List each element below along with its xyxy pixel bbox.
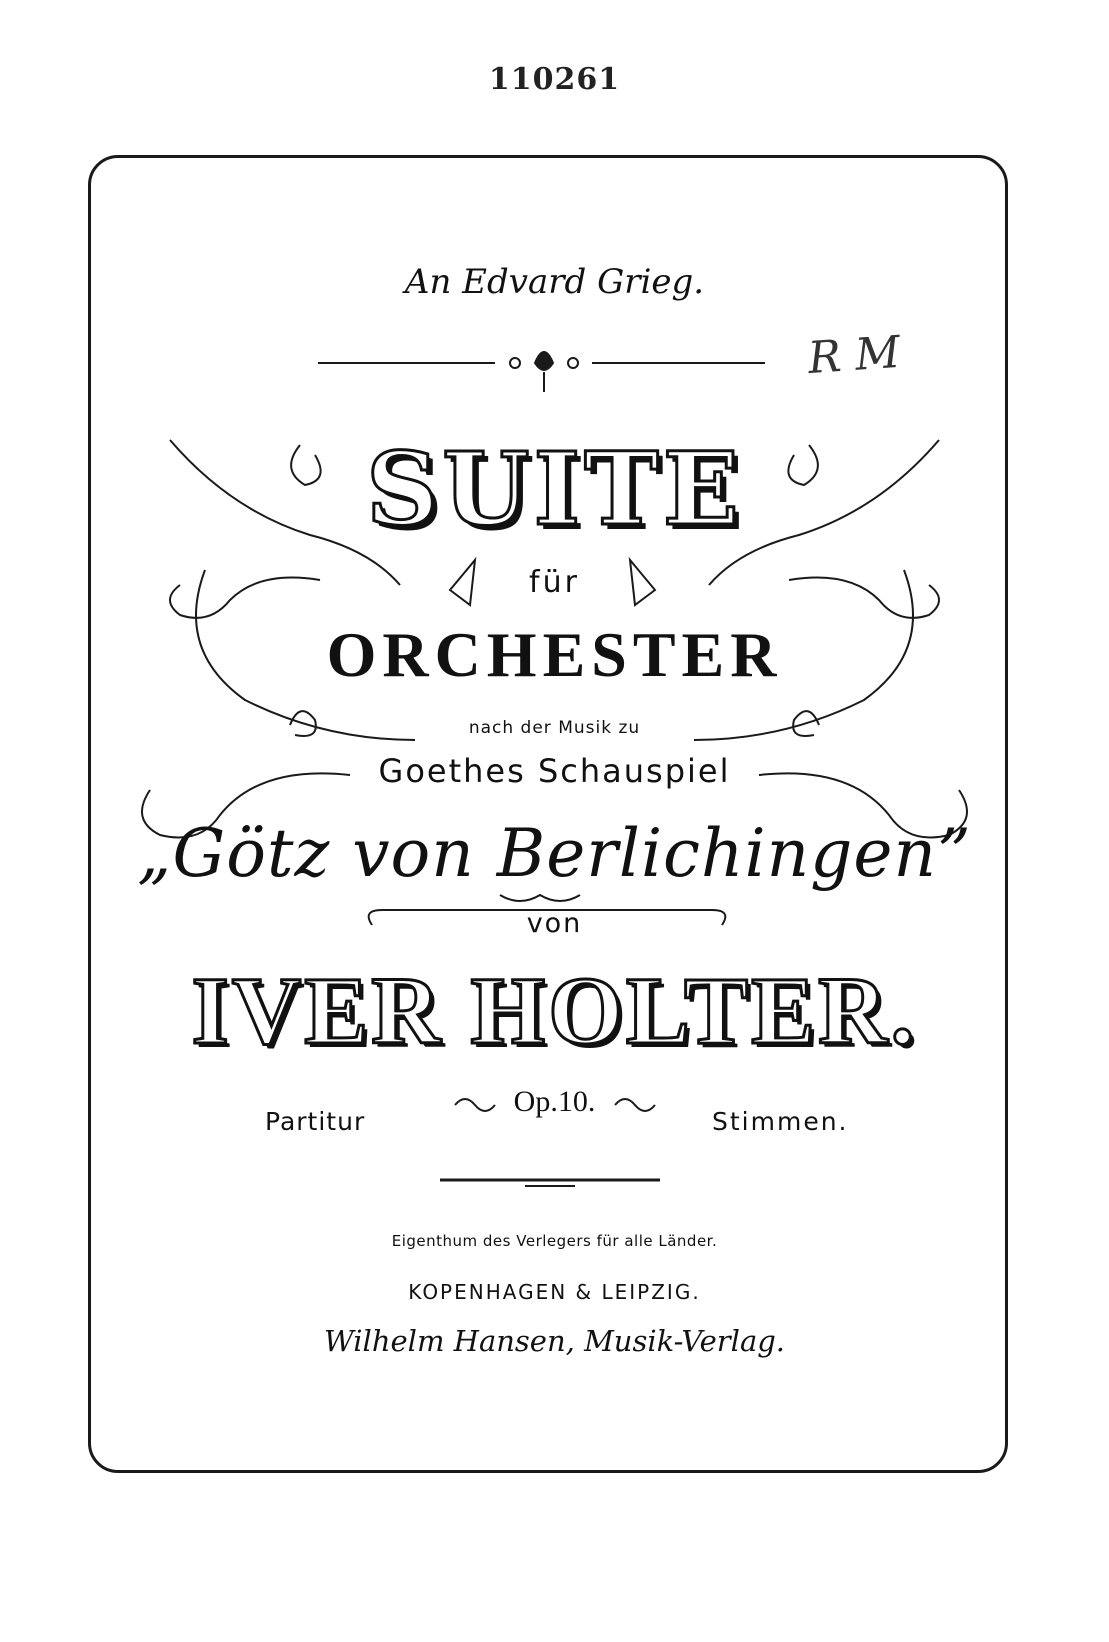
score-edition-label: Partitur	[265, 1107, 366, 1136]
publisher-cities: KOPENHAGEN & LEIPZIG.	[408, 1280, 701, 1304]
by-label: von	[526, 908, 583, 939]
dedication: An Edvard Grieg.	[404, 262, 705, 302]
opus-number: Op.10.	[513, 1085, 596, 1118]
catalog-number: 110261	[488, 62, 621, 97]
play-title: „Götz von Berlichingen”	[137, 815, 972, 892]
composer-name: IVER HOLTER.	[191, 957, 918, 1064]
after-music-label: nach der Musik zu	[468, 718, 641, 738]
for-label: für	[529, 565, 580, 600]
ensemble-title: ORCHESTER	[326, 619, 783, 690]
parts-edition-label: Stimmen.	[712, 1107, 849, 1136]
handwritten-annotation: R M	[806, 326, 902, 385]
work-title: SUITE	[366, 430, 743, 548]
rights-notice: Eigenthum des Verlegers für alle Länder.	[391, 1232, 718, 1250]
play-author-line: Goethes Schauspiel	[378, 752, 731, 790]
publisher-name: Wilhelm Hansen, Musik-Verlag.	[323, 1324, 786, 1358]
